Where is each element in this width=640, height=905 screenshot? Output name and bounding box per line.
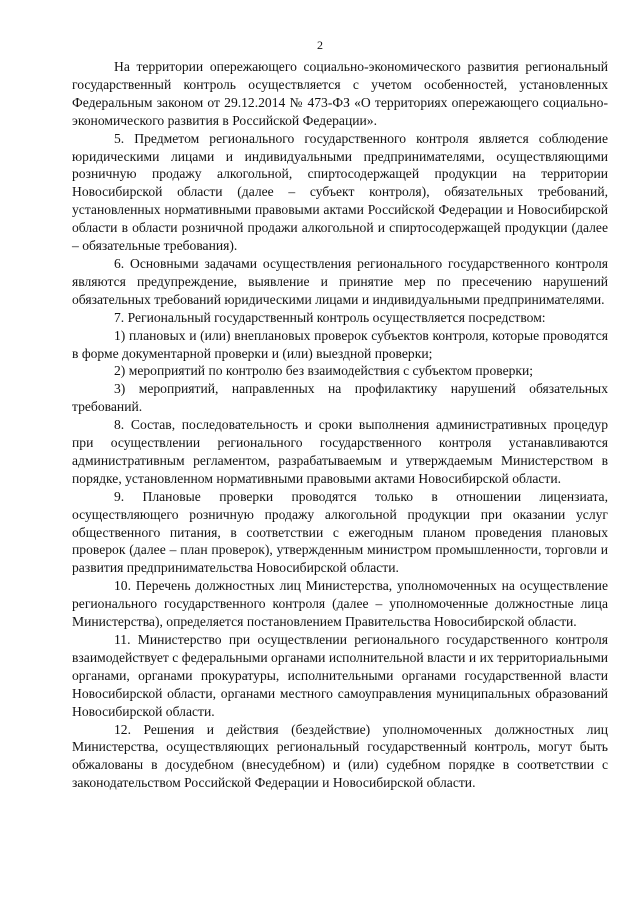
paragraph-intro: На территории опережающего социально-экономического развития региональный государственный контроль осуществляется с учетом особенностей, установленных Федеральным законом от 29.12.2014 № 473-ФЗ «О территориях опережающего социально-экономического развития в Российской Федерации». <box>72 59 608 128</box>
paragraph-5: 5. Предметом регионального государственного контроля является соблюдение юридическими лицами и индивидуальными предпринимателями, осуществляющими розничную продажу алкогольной, спиртосодержащей продукции на территории Новосибирской области (далее – субъект контроля), обязательных требований, установленных нормативными правовыми актами Российской Федерации и Новосибирской области в области розничной продажи алкогольной и спиртосодержащей продукции (далее – обязательные требования). <box>72 130 608 254</box>
paragraph-6: 6. Основными задачами осуществления регионального государственного контроля являются предупреждение, выявление и принятие мер по пресечению нарушений обязательных требований юридическими лицами и индивидуальными предпринимателями. <box>72 255 608 307</box>
paragraph-9: 9. Плановые проверки проводятся только в отношении лицензиата, осуществляющего розничную продажу алкогольной продукции при оказании услуг общественного питания, в соответствии с ежегодным планом проведения плановых проверок (далее – план проверок), утвержденным министром промышленности, торговли и развития предпринимательства Новосибирской области. <box>72 488 608 576</box>
list-item-7-3: 3) мероприятий, направленных на профилактику нарушений обязательных требований. <box>72 381 608 415</box>
page-number: 2 <box>317 38 323 52</box>
paragraph-10: 10. Перечень должностных лиц Министерства, уполномоченных на осуществление регионального государственного контроля (далее – уполномоченные должностные лица Министерства), определяется постановлением Правительства Новосибирской области. <box>72 578 608 630</box>
document-body <box>72 58 608 792</box>
paragraph-11: 11. Министерство при осуществлении регионального государственного контроля взаимодействует с федеральными органами исполнительной власти и их территориальными органами, органами прокуратуры, исполнительными органами государственной власти Новосибирской области, органами местного самоуправления муниципальных образований Новосибирской области. <box>72 632 608 719</box>
paragraph-8: 8. Состав, последовательность и сроки выполнения административных процедур при осуществлении регионального государственного контроля устанавливаются административным регламентом, разрабатываемым и утверждаемым Министерством в порядке, установленном нормативными правовыми актами Новосибирской области. <box>72 417 608 486</box>
list-item-7-2: 2) мероприятий по контролю без взаимодействия с субъектом проверки; <box>114 363 534 379</box>
list-item-7-1: 1) плановых и (или) внеплановых проверок субъектов контроля, которые проводятся в форме документарной проверки и (или) выездной проверки; <box>72 327 608 361</box>
paragraph-7: 7. Региональный государственный контроль осуществляется посредством: <box>114 309 546 325</box>
paragraph-12: 12. Решения и действия (бездействие) уполномоченных должностных лиц Министерства, осуществляющих региональный государственный контроль, могут быть обжалованы в досудебном (внесудебном) и (или) судебном порядке в соответствии с законодательством Российской Федерации и Новосибирской области. <box>72 721 608 791</box>
